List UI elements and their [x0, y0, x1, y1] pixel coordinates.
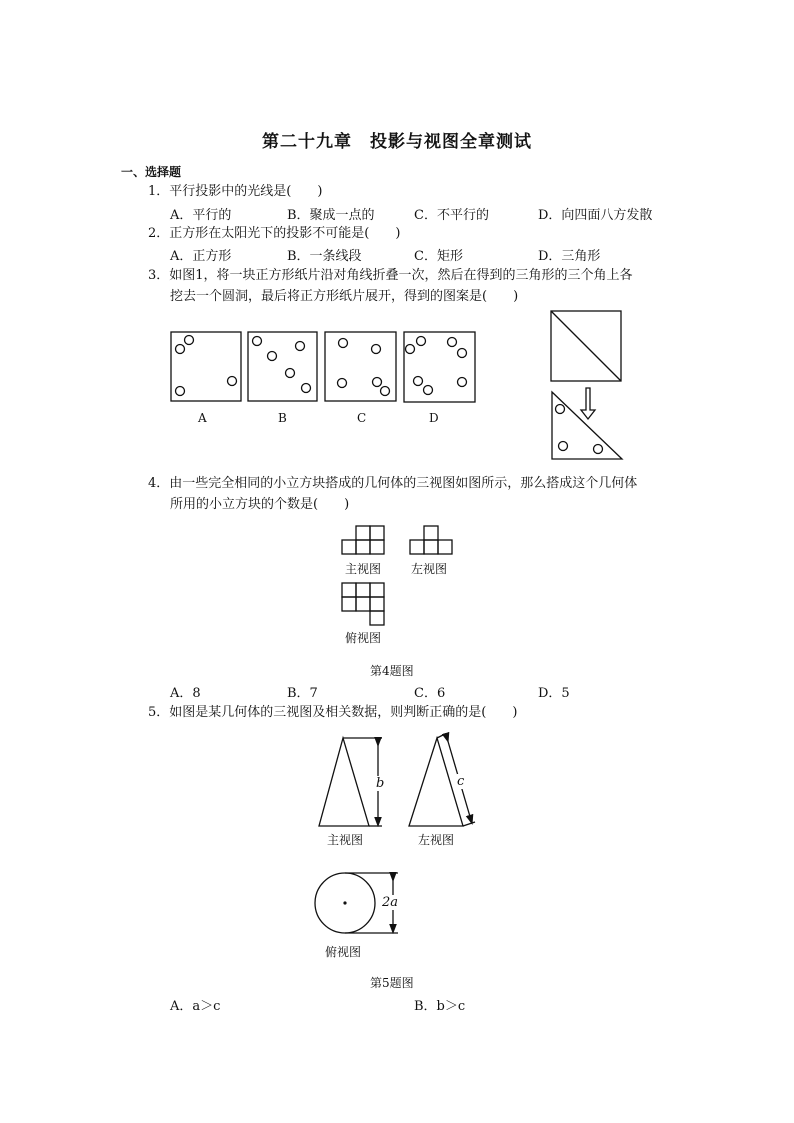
q1-option-d[interactable]: D．向四面八方发散 — [538, 208, 653, 223]
q4-option-d[interactable]: D．5 — [538, 686, 570, 701]
q3-label-b: B — [278, 411, 287, 425]
q3-label-a: A — [198, 411, 207, 425]
q5-front-view-label: 主视图 — [327, 833, 364, 847]
q5-left-view — [409, 734, 475, 826]
section-heading: 一、选择题 — [121, 165, 182, 179]
q4-option-b[interactable]: B．7 — [287, 686, 318, 701]
q5-front-view — [319, 738, 385, 826]
question-4-stem-line2: 所用的小立方块的个数是( ) — [170, 497, 350, 512]
q1-option-b[interactable]: B．聚成一点的 — [287, 208, 375, 223]
q2-option-c[interactable]: C．矩形 — [414, 249, 463, 264]
q2-option-a[interactable]: A．正方形 — [170, 249, 232, 264]
q3-label-d: D — [429, 411, 439, 425]
q1-option-a[interactable]: A．平行的 — [170, 208, 232, 223]
question-4-stem-line1: 4．由一些完全相同的小立方块搭成的几何体的三视图如图所示，那么搭成这个几何体 — [148, 476, 638, 491]
q5-top-view-label: 俯视图 — [325, 945, 362, 959]
q4-option-a[interactable]: A．8 — [170, 686, 201, 701]
q4-option-c[interactable]: C．6 — [414, 686, 446, 701]
q5-option-b[interactable]: B．b＞c — [414, 999, 466, 1014]
q5-dim-2a: 2a — [382, 895, 399, 910]
q5-option-a[interactable]: A．a＞c — [170, 999, 221, 1014]
q2-option-b[interactable]: B．一条线段 — [287, 249, 362, 264]
q4-front-view-label: 主视图 — [345, 562, 382, 576]
q4-left-view-label: 左视图 — [411, 562, 448, 576]
question-3-stem-line2: 挖去一个圆洞，最后将正方形纸片展开，得到的图案是( ) — [170, 289, 519, 304]
q5-left-view-label: 左视图 — [418, 833, 455, 847]
page-title: 第二十九章 投影与视图全章测试 — [262, 132, 532, 152]
q5-figure-caption: 第5题图 — [370, 976, 414, 990]
question-3-stem-line1: 3．如图1，将一块正方形纸片沿对角线折叠一次，然后在得到的三角形的三个角上各 — [148, 268, 633, 283]
q5-dim-b: b — [376, 776, 385, 791]
q4-top-view-label: 俯视图 — [345, 631, 382, 645]
q2-option-d[interactable]: D．三角形 — [538, 249, 601, 264]
q4-figure-caption: 第4题图 — [370, 664, 414, 678]
q1-option-c[interactable]: C．不平行的 — [414, 208, 489, 223]
question-5-stem: 5．如图是某几何体的三视图及相关数据，则判断正确的是( ) — [148, 705, 518, 720]
q5-dim-c: c — [457, 774, 465, 789]
question-1-stem: 1．平行投影中的光线是( ) — [148, 184, 323, 199]
q3-label-c: C — [357, 411, 367, 425]
question-2-stem: 2．正方形在太阳光下的投影不可能是( ) — [148, 226, 401, 241]
